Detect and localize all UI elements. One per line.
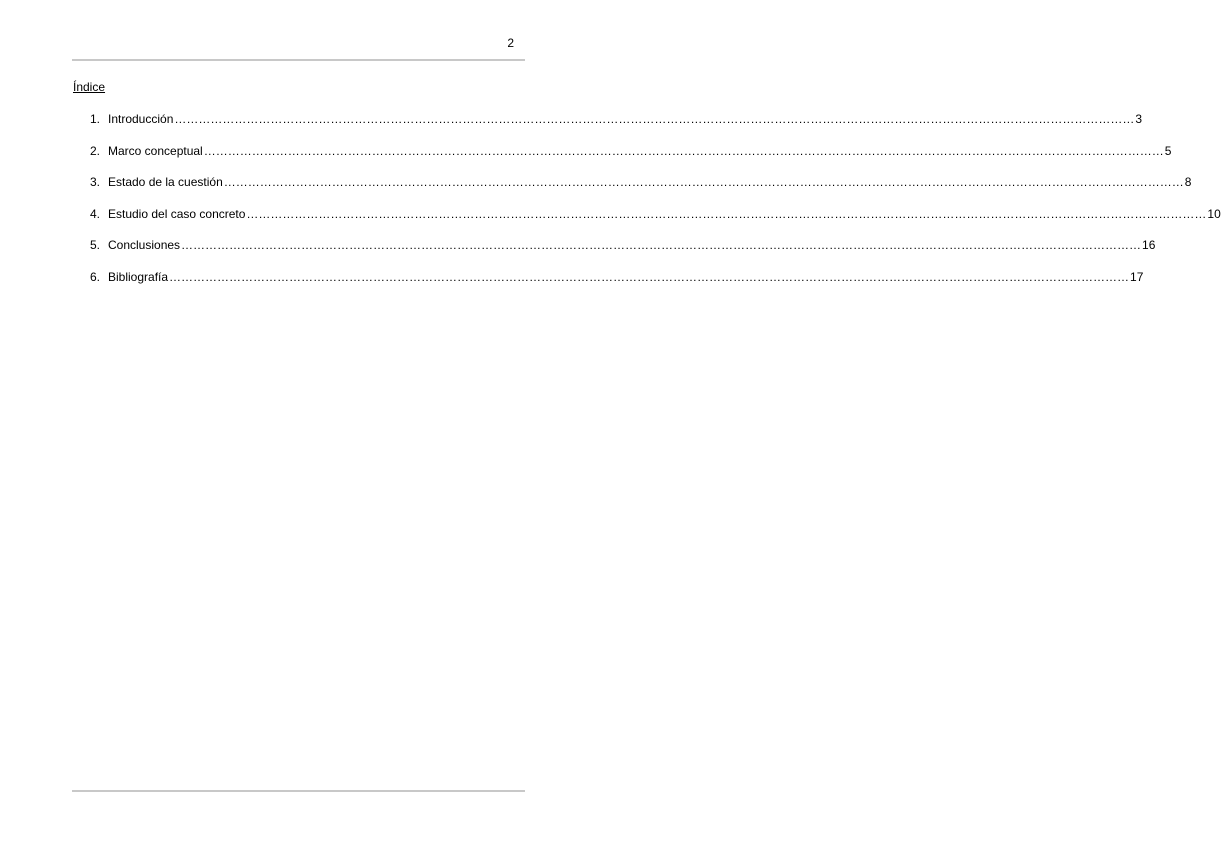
toc-dot-leader: …………………………………………………………………………………………………………………………………………………………………………………………………………………… (223, 175, 1184, 190)
toc-entry-number: 1. (90, 112, 101, 126)
toc-dot-leader: …………………………………………………………………………………………………………………………………………………………………………………………………………………… (246, 206, 1207, 221)
toc-entry-number: 4. (90, 206, 101, 221)
toc-dot-leader: …………………………………………………………………………………………………………………………………………………………………………………………………………………… (181, 238, 1142, 253)
toc-entry-label: Conclusiones (108, 238, 181, 253)
toc-entry-label: Introducción (108, 112, 174, 126)
index-title: Índice (73, 80, 106, 94)
toc-entry-conclusiones[interactable] (90, 238, 1156, 270)
toc-entry-estado-cuestion[interactable] (90, 175, 1192, 207)
page-number: 2 (507, 36, 514, 50)
toc-entry-introduccion[interactable] (90, 112, 1143, 144)
toc-dot-leader: …………………………………………………………………………………………………………………………………………………………………………………………………………………… (169, 269, 1130, 284)
toc-entry-label: Marco conceptual (108, 143, 203, 158)
toc-dot-leader: …………………………………………………………………………………………………………………………………………………………………………………………………………………… (174, 112, 1135, 126)
toc-entry-page: 10 (1207, 206, 1221, 221)
toc-entry-label: Estado de la cuestión (108, 175, 223, 190)
toc-entry-number: 6. (90, 269, 101, 284)
table-of-contents (90, 112, 1221, 302)
toc-entry-label: Bibliografía (108, 269, 169, 284)
toc-entry-page: 5 (1164, 143, 1172, 158)
toc-entry-number: 2. (90, 143, 101, 158)
toc-entry-estudio-caso[interactable] (90, 206, 1221, 239)
toc-entry-number: 3. (90, 175, 101, 190)
toc-entry-number: 5. (90, 238, 101, 253)
toc-dot-leader: …………………………………………………………………………………………………………………………………………………………………………………………………………………… (203, 143, 1164, 158)
toc-entry-page: 8 (1184, 175, 1192, 190)
toc-entry-page: 16 (1142, 238, 1156, 253)
toc-entry-page: 17 (1130, 269, 1144, 284)
toc-entry-marco-conceptual[interactable] (90, 143, 1172, 176)
header-rule (72, 59, 525, 61)
toc-entry-page: 3 (1135, 112, 1143, 126)
toc-entry-bibliografia[interactable] (90, 269, 1144, 302)
toc-entry-label: Estudio del caso concreto (108, 206, 246, 221)
footer-rule (72, 790, 525, 792)
